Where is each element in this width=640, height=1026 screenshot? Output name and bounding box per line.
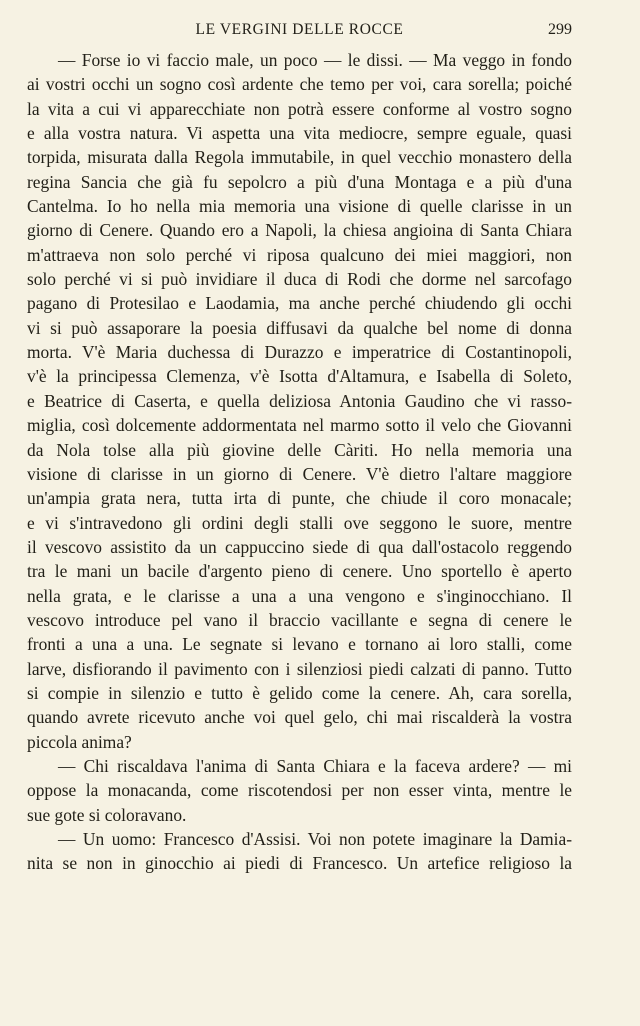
text-line: si compie in silenzio e tutto è gelido come la cenere. Ah, cara sorella, bbox=[27, 682, 572, 703]
text-line: — Chi riscaldava l'anima di Santa Chiara e la faceva ardere? — mi bbox=[58, 755, 572, 776]
text-line: — Un uomo: Francesco d'Assisi. Voi non potete imaginare la Damia- bbox=[58, 829, 572, 849]
body-text bbox=[27, 48, 572, 876]
text-line: regina Sancia che già fu sepolcro a più d'una Montaga e a più d'una bbox=[27, 171, 572, 192]
text-line: — Forse io vi faccio male, un poco — le dissi. — Ma veggo in fondo bbox=[58, 50, 572, 70]
text-line: vescovo introduce pel vano il braccio vacillante e segna di cenere le bbox=[27, 609, 572, 630]
text-line: torpida, misurata dalla Regola immutabile, in quel vecchio monastero della bbox=[27, 147, 572, 168]
text-line: la vita a cui vi apparecchiate non potrà essere conforme al vostro sogno bbox=[27, 98, 572, 119]
text-line: Cantelma. Io ho nella mia memoria una visione di quelle clarisse in un bbox=[27, 196, 572, 217]
text-line: solo perché vi si può invidiare il duca di Rodi che dorme nel sarcofago bbox=[27, 269, 572, 290]
running-title: LE VERGINI DELLE ROCCE bbox=[195, 21, 404, 38]
text-line: e vi s'intravedono gli ordini degli stalli ove seggono le suore, mentre bbox=[27, 512, 572, 533]
text-line: e alla vostra natura. Vi aspetta una vita mediocre, sempre eguale, quasi bbox=[27, 123, 572, 144]
text-line: il vescovo assistito da un cappuccino siede di qua dall'ostacolo reggendo bbox=[27, 536, 572, 557]
text-line: miglia, così dolcemente addormentata nel marmo sotto il velo che Giovanni bbox=[27, 415, 572, 436]
running-head bbox=[27, 21, 572, 41]
text-line: quando avrete ricevuto anche voi quel gelo, chi mai riscalderà la vostra bbox=[27, 707, 572, 728]
text-line: visione di clarisse in un giorno di Cenere. V'è dietro l'altare maggiore bbox=[27, 463, 572, 484]
text-line: morta. V'è Maria duchessa di Durazzo e imperatrice di Costantinopoli, bbox=[27, 342, 572, 363]
text-line: vi si può assaporare la poesia diffusavi da qualche bel nome di donna bbox=[27, 317, 572, 338]
text-line: fronti a una a una. Le segnate si levano e tornano ai loro stalli, come bbox=[27, 634, 572, 655]
text-line: nita se non in ginocchio ai piedi di Francesco. Un artefice religioso la bbox=[27, 853, 572, 874]
text-line: larve, disfiorando il pavimento con i silenziosi piedi calzati di panno. Tutto bbox=[27, 658, 572, 679]
text-line: tra le mani un bacile d'argento pieno di cenere. Uno sportello è aperto bbox=[27, 561, 572, 582]
text-line: e Beatrice di Caserta, e quella deliziosa Antonia Gaudino che vi rasso- bbox=[27, 390, 572, 411]
text-line: ai vostri occhi un sogno così ardente che temo per voi, cara sorella; poiché bbox=[27, 74, 572, 95]
text-line: da Nola tolse alla più giovine delle Càriti. Ho nella memoria una bbox=[27, 439, 572, 460]
text-line: v'è la principessa Clemenza, v'è Isotta d'Altamura, e Isabella di Soleto, bbox=[27, 366, 572, 387]
text-line: un'ampia grata nera, tutta irta di punte, che chiude il coro monacale; bbox=[27, 488, 572, 509]
text-line: pagano di Protesilao e Laodamia, ma anche perché chiudendo gli occhi bbox=[27, 293, 572, 314]
text-line: piccola anima? bbox=[27, 731, 132, 752]
text-line: nella grata, e le clarisse a una a una vengono e s'inginocchiano. Il bbox=[27, 585, 572, 606]
text-line: oppose la monacanda, come riscotendosi per non esser vinta, mentre le bbox=[27, 780, 572, 801]
text-line: m'attraeva non solo perché vi riposa qualcuno dei miei maggiori, non bbox=[27, 244, 572, 265]
page-number: 299 bbox=[548, 21, 572, 38]
text-line: giorno di Cenere. Quando ero a Napoli, la chiesa angioina di Santa Chiara bbox=[27, 220, 572, 241]
text-line: sue gote si coloravano. bbox=[27, 804, 187, 825]
